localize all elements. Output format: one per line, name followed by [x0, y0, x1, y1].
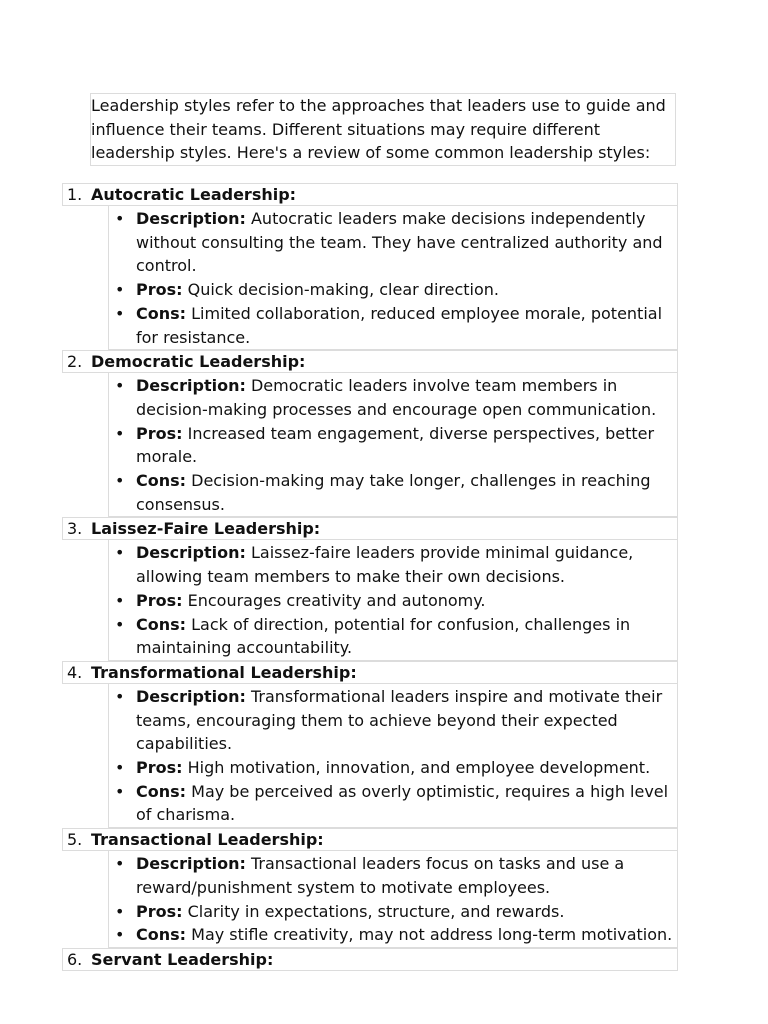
- bullet-dot-icon: •: [115, 901, 125, 921]
- bullet-description: [109, 685, 673, 756]
- cons-text: Decision-making may take longer, challenges in reaching consensus.: [136, 471, 651, 514]
- bullet-dot-icon: •: [115, 686, 125, 706]
- description-text: Democratic leaders involve team members in decision-making processes and encourage open communication.: [136, 376, 657, 419]
- item-title: Democratic Leadership:: [91, 352, 306, 372]
- item-number: 2.: [67, 352, 83, 372]
- item-details: [108, 851, 678, 948]
- pros-label: Pros:: [136, 423, 183, 443]
- pros-text: High motivation, innovation, and employee development.: [182, 758, 651, 778]
- cons-text: May be perceived as overly optimistic, requires a high level of charisma.: [136, 781, 669, 825]
- item-details: [108, 540, 678, 661]
- bullet-pros: [109, 756, 673, 780]
- item-title: Transformational Leadership:: [91, 662, 357, 682]
- item-number: 3.: [67, 519, 83, 539]
- list-item-heading: [62, 183, 678, 206]
- bullet-dot-icon: •: [115, 423, 125, 443]
- bullet-dot-icon: •: [115, 543, 125, 563]
- bullet-dot-icon: •: [115, 471, 125, 491]
- bullet-dot-icon: •: [115, 280, 125, 300]
- item-title: Servant Leadership:: [91, 949, 274, 969]
- bullet-dot-icon: •: [115, 758, 125, 778]
- pros-label: Pros:: [136, 280, 183, 300]
- list-item-heading: [62, 517, 678, 540]
- cons-text: May stifle creativity, may not address long-term motivation.: [186, 925, 673, 945]
- item-number: 5.: [67, 830, 83, 850]
- item-number: 1.: [67, 185, 83, 204]
- bullet-dot-icon: •: [115, 781, 125, 801]
- item-number: 6.: [67, 949, 83, 969]
- item-title: Laissez-Faire Leadership:: [91, 519, 321, 539]
- bullet-dot-icon: •: [115, 209, 125, 228]
- description-label: Description:: [136, 209, 246, 228]
- bullet-dot-icon: •: [115, 376, 125, 396]
- cons-label: Cons:: [136, 303, 187, 323]
- bullet-dot-icon: •: [115, 614, 125, 634]
- item-title: Autocratic Leadership:: [91, 185, 297, 204]
- item-details: [108, 684, 678, 828]
- description-text: Transformational leaders inspire and motivate their teams, encouraging them to achieve beyond their expected capabilities.: [136, 686, 663, 754]
- cons-label: Cons:: [136, 781, 187, 801]
- bullet-dot-icon: •: [115, 590, 125, 610]
- bullet-cons: [109, 923, 673, 947]
- description-label: Description:: [136, 686, 246, 706]
- bullet-pros: [109, 900, 673, 924]
- bullet-pros: [109, 589, 673, 613]
- bullet-description: [109, 852, 673, 899]
- pros-text: Increased team engagement, diverse perspectives, better morale.: [136, 423, 655, 467]
- cons-label: Cons:: [136, 471, 187, 491]
- bullet-description: [109, 541, 673, 588]
- leadership-styles-list: [62, 183, 678, 971]
- item-number: 4.: [67, 662, 83, 682]
- description-label: Description:: [136, 376, 246, 396]
- bullet-cons: [109, 780, 673, 827]
- list-item-heading: [62, 661, 678, 684]
- list-item-heading: [62, 350, 678, 373]
- bullet-description: [109, 207, 673, 278]
- cons-label: Cons:: [136, 614, 187, 634]
- pros-text: Encourages creativity and autonomy.: [182, 590, 486, 610]
- bullet-cons: [109, 613, 673, 660]
- description-label: Description:: [136, 854, 246, 874]
- bullet-description: [109, 374, 673, 421]
- description-text: Autocratic leaders make decisions independently without consulting the team. They have centralized authority and control.: [136, 209, 663, 276]
- pros-label: Pros:: [136, 758, 183, 778]
- bullet-dot-icon: •: [115, 854, 125, 874]
- description-label: Description:: [136, 543, 246, 563]
- cons-text: Lack of direction, potential for confusion, challenges in maintaining accountability.: [136, 614, 631, 658]
- pros-text: Clarity in expectations, structure, and rewards.: [182, 901, 565, 921]
- item-details: [108, 206, 678, 350]
- pros-text: Quick decision-making, clear direction.: [182, 280, 499, 300]
- bullet-dot-icon: •: [115, 925, 125, 945]
- item-details: [108, 373, 678, 517]
- bullet-dot-icon: •: [115, 303, 125, 323]
- bullet-cons: [109, 469, 673, 516]
- pros-label: Pros:: [136, 590, 183, 610]
- list-item-heading: [62, 828, 678, 851]
- pros-label: Pros:: [136, 901, 183, 921]
- bullet-pros: [109, 278, 673, 302]
- list-item-heading: [62, 948, 678, 971]
- bullet-pros: [109, 422, 673, 469]
- cons-text: Limited collaboration, reduced employee morale, potential for resistance.: [136, 303, 663, 347]
- cons-label: Cons:: [136, 925, 187, 945]
- description-text: Laissez-faire leaders provide minimal guidance, allowing team members to make their own decisions.: [136, 543, 634, 587]
- bullet-cons: [109, 302, 673, 349]
- intro-paragraph: Leadership styles refer to the approaches that leaders use to guide and influence their teams. Different situations may require different leadership styles. Here's a review of some common leadership styles:: [90, 93, 676, 166]
- description-text: Transactional leaders focus on tasks and use a reward/punishment system to motivate employees.: [136, 854, 625, 897]
- item-title: Transactional Leadership:: [91, 830, 324, 850]
